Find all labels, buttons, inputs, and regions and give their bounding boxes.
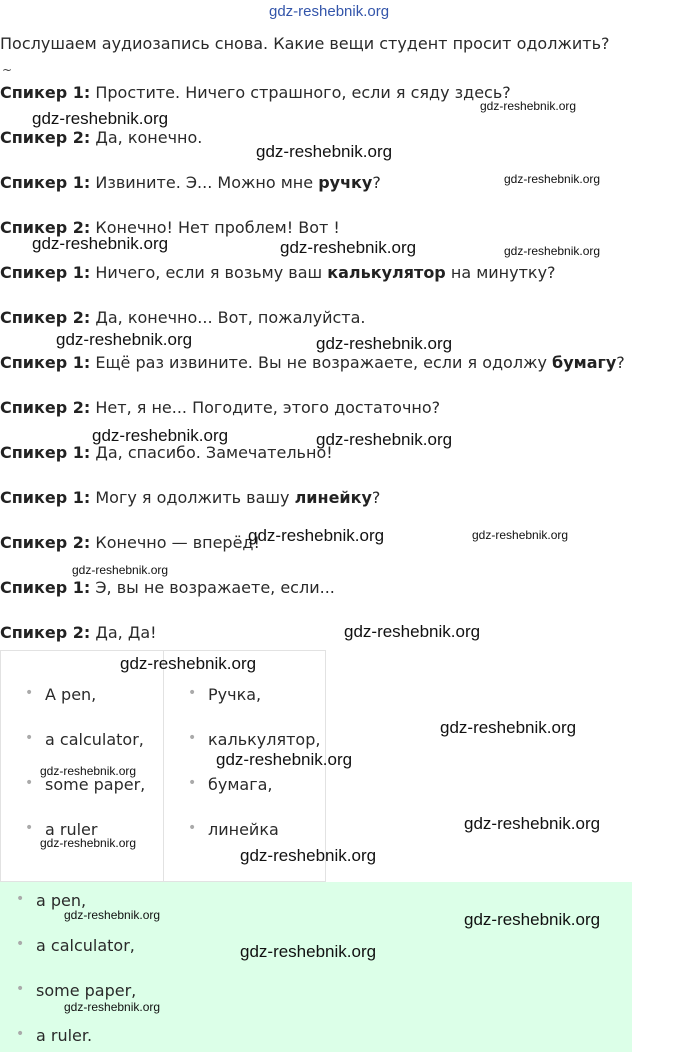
table-divider xyxy=(163,651,164,881)
speaker-label: Спикер 2: xyxy=(0,623,91,642)
line-text: Конечно! Нет проблем! Вот ! xyxy=(90,218,340,237)
watermark: gdz-reshebnik.org xyxy=(316,430,453,449)
watermark: gdz-reshebnik.org xyxy=(316,334,453,353)
line-text: Да, конечно... Вот, пожалуйста. xyxy=(90,308,366,327)
speaker-label: Спикер 2: xyxy=(0,218,91,237)
line-text-end: на минутку? xyxy=(445,263,556,282)
watermark: gdz-reshebnik.org xyxy=(344,622,481,641)
dialogue-line xyxy=(0,83,511,102)
dialogue-line xyxy=(0,623,157,642)
speaker-label: Спикер 2: xyxy=(0,308,91,327)
dialogue-line xyxy=(0,488,380,507)
speaker-label: Спикер 2: xyxy=(0,533,91,552)
speaker-label: Спикер 1: xyxy=(0,443,91,462)
watermark: gdz-reshebnik.org xyxy=(464,910,601,929)
answer-item: • some paper, xyxy=(36,981,136,1000)
english-item: • A pen, xyxy=(45,685,96,704)
line-text-end: ? xyxy=(371,488,381,507)
watermark: gdz-reshebnik.org xyxy=(216,750,353,769)
dialogue-line xyxy=(0,533,260,552)
line-text: Конечно — вперёд! xyxy=(90,533,260,552)
item-keyword: ручку xyxy=(318,173,373,192)
line-text: Да, спасибо. Замечательно! xyxy=(90,443,333,462)
speaker-label: Спикер 1: xyxy=(0,173,91,192)
line-text-end: ? xyxy=(372,173,381,192)
item-keyword: линейку xyxy=(294,488,372,507)
dialogue-line xyxy=(0,308,365,327)
item-keyword: бумагу xyxy=(552,353,617,372)
watermark: gdz-reshebnik.org xyxy=(504,172,601,186)
english-item: • a ruler xyxy=(45,820,97,839)
dialogue-line xyxy=(0,398,440,417)
watermark: gdz-reshebnik.org xyxy=(40,764,137,778)
watermark: gdz-reshebnik.org xyxy=(32,234,169,253)
answer-item: • a ruler. xyxy=(36,1026,92,1045)
line-text: Э, вы не возражаете, если... xyxy=(90,578,335,597)
speaker-label: Спикер 1: xyxy=(0,83,91,102)
dialogue-line xyxy=(0,128,202,147)
watermark: gdz-reshebnik.org xyxy=(64,908,161,922)
speaker-label: Спикер 1: xyxy=(0,488,91,507)
line-text: Извините. Э... Можно мне xyxy=(90,173,319,192)
russian-item: • калькулятор, xyxy=(208,730,320,749)
watermark: gdz-reshebnik.org xyxy=(32,109,169,128)
site-link[interactable]: gdz-reshebnik.org xyxy=(269,3,390,20)
watermark: gdz-reshebnik.org xyxy=(240,942,377,961)
watermark: gdz-reshebnik.org xyxy=(40,836,137,850)
english-item: • a calculator, xyxy=(45,730,144,749)
watermark: gdz-reshebnik.org xyxy=(92,426,229,445)
line-text: Могу я одолжить вашу xyxy=(90,488,295,507)
dialogue-line xyxy=(0,353,625,372)
speaker-label: Спикер 2: xyxy=(0,128,91,147)
russian-item: • Ручка, xyxy=(208,685,261,704)
watermark: gdz-reshebnik.org xyxy=(480,99,577,113)
line-text: Да, конечно. xyxy=(90,128,203,147)
speaker-label: Спикер 1: xyxy=(0,578,91,597)
speaker-label: Спикер 2: xyxy=(0,398,91,417)
speaker-label: Спикер 1: xyxy=(0,353,91,372)
watermark: gdz-reshebnik.org xyxy=(280,238,417,257)
english-item: • some paper, xyxy=(45,775,145,794)
item-keyword: калькулятор xyxy=(327,263,446,282)
line-text: Ничего, если я возьму ваш xyxy=(90,263,328,282)
watermark: gdz-reshebnik.org xyxy=(240,846,377,865)
question-text: Послушаем аудиозапись снова. Какие вещи студент просит одолжить? xyxy=(0,34,610,53)
watermark: gdz-reshebnik.org xyxy=(56,330,193,349)
watermark: gdz-reshebnik.org xyxy=(256,142,393,161)
dash-mark: ~ xyxy=(2,63,13,77)
speaker-label: Спикер 1: xyxy=(0,263,91,282)
watermark: gdz-reshebnik.org xyxy=(120,654,257,673)
dialogue-line xyxy=(0,173,381,192)
dialogue-line xyxy=(0,263,556,282)
russian-item: • линейка xyxy=(208,820,279,839)
answer-item: • a pen, xyxy=(36,891,86,910)
watermark: gdz-reshebnik.org xyxy=(440,718,577,737)
line-text: Ещё раз извините. Вы не возражаете, если я одолжу xyxy=(90,353,553,372)
watermark: gdz-reshebnik.org xyxy=(72,563,169,577)
dialogue-line xyxy=(0,578,335,597)
line-text: Простите. Ничего страшного, если я сяду здесь? xyxy=(90,83,511,102)
watermark: gdz-reshebnik.org xyxy=(472,528,569,542)
watermark: gdz-reshebnik.org xyxy=(248,526,385,545)
line-text: Да, Да! xyxy=(90,623,157,642)
line-text-end: ? xyxy=(616,353,625,372)
watermark: gdz-reshebnik.org xyxy=(464,814,601,833)
watermark: gdz-reshebnik.org xyxy=(64,1000,161,1014)
line-text: Нет, я не... Погодите, этого достаточно? xyxy=(90,398,441,417)
answer-item: • a calculator, xyxy=(36,936,135,955)
russian-item: • бумага, xyxy=(208,775,273,794)
watermark: gdz-reshebnik.org xyxy=(504,244,601,258)
